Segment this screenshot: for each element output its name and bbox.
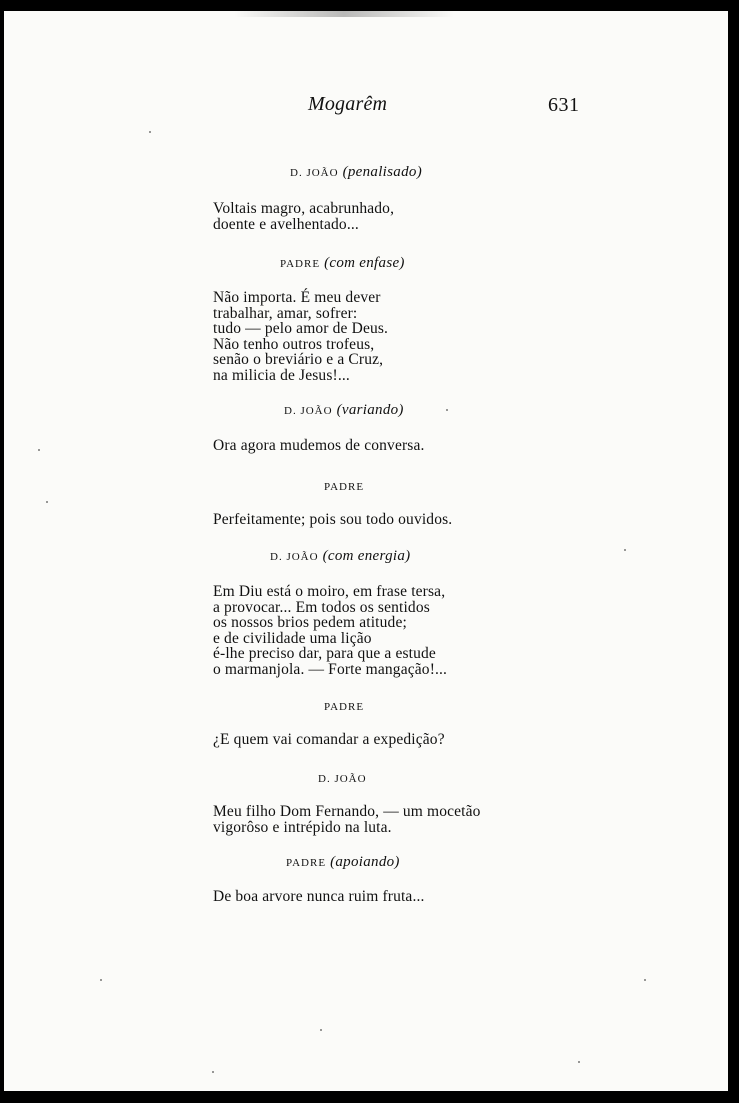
verse-line: Meu filho Dom Fernando, — um mocetão <box>213 803 481 820</box>
scan-edge-shadow <box>234 11 454 17</box>
scan-speck <box>46 501 48 503</box>
verse-line: Ora agora mudemos de conversa. <box>213 437 425 454</box>
verse-line: os nossos brios pedem atitude; <box>213 614 407 632</box>
verse-line: ¿E quem vai comandar a expedição? <box>213 731 445 748</box>
speaker-heading <box>270 547 410 565</box>
speaker-heading <box>280 254 405 272</box>
verse-line: Voltais magro, acabrunhado, <box>213 200 395 217</box>
stage-direction: (variando) <box>336 402 404 418</box>
speaker-heading <box>318 769 367 787</box>
verse-block <box>213 201 394 232</box>
page-number: 631 <box>548 94 580 116</box>
book-page <box>4 11 728 1091</box>
verse-line: trabalhar, amar, sofrer: <box>213 304 358 322</box>
speaker-name: D. JOÃO <box>270 551 319 563</box>
verse-block <box>213 438 425 454</box>
stage-direction: (com energia) <box>322 548 411 564</box>
verse-line: Não importa. É meu dever <box>213 289 381 306</box>
verse-block <box>213 889 425 905</box>
verse-line: Não tenho outros trofeus, <box>213 335 375 353</box>
scan-speck <box>149 131 151 133</box>
speaker-name: D. JOÃO <box>290 167 339 179</box>
speaker-heading <box>290 163 422 181</box>
speaker-name: PADRE <box>324 701 365 713</box>
verse-line: De boa arvore nunca ruim fruta... <box>213 888 425 905</box>
scan-speck <box>644 979 646 981</box>
speaker-name: D. JOÃO <box>284 405 333 417</box>
verse-line: tudo — pelo amor de Deus. <box>213 320 389 338</box>
stage-direction: (apoiando) <box>330 854 400 870</box>
running-header-title: Mogarêm <box>308 93 388 115</box>
verse-line: senão o breviário e a Cruz, <box>213 351 384 369</box>
speaker-name: D. JOÃO <box>318 773 367 785</box>
verse-block <box>213 732 445 748</box>
verse-line: Em Diu está o moiro, em frase tersa, <box>213 583 446 600</box>
scan-speck <box>320 1029 322 1031</box>
scan-speck <box>624 549 626 551</box>
speaker-name: PADRE <box>286 857 327 869</box>
scan-speck <box>100 979 102 981</box>
verse-line: o marmanjola. — Forte mangação!... <box>213 660 448 678</box>
verse-line: na milicia de Jesus!... <box>213 366 350 384</box>
speaker-heading <box>286 853 400 871</box>
scan-speck <box>446 409 448 411</box>
verse-line: e de civilidade uma lição <box>213 629 372 647</box>
verse-block <box>213 804 481 835</box>
verse-block <box>213 512 452 528</box>
stage-direction: (com enfase) <box>324 255 405 271</box>
speaker-heading <box>324 477 364 495</box>
verse-line: doente e avelhentado... <box>213 215 359 233</box>
scan-speck <box>38 449 40 451</box>
scan-speck <box>212 1071 214 1073</box>
speaker-heading <box>284 401 404 419</box>
verse-block <box>213 584 447 678</box>
verse-line: Perfeitamente; pois sou todo ouvidos. <box>213 511 453 528</box>
verse-line: a provocar... Em todos os sentidos <box>213 598 430 616</box>
stage-direction: (penalisado) <box>342 164 422 180</box>
speaker-name: PADRE <box>324 481 365 493</box>
verse-line: vigorôso e intrépido na luta. <box>213 818 392 836</box>
speaker-name: PADRE <box>280 258 321 270</box>
verse-block <box>213 290 388 384</box>
speaker-heading <box>324 697 364 715</box>
verse-line: é-lhe preciso dar, para que a estude <box>213 645 436 663</box>
scan-speck <box>578 1061 580 1063</box>
